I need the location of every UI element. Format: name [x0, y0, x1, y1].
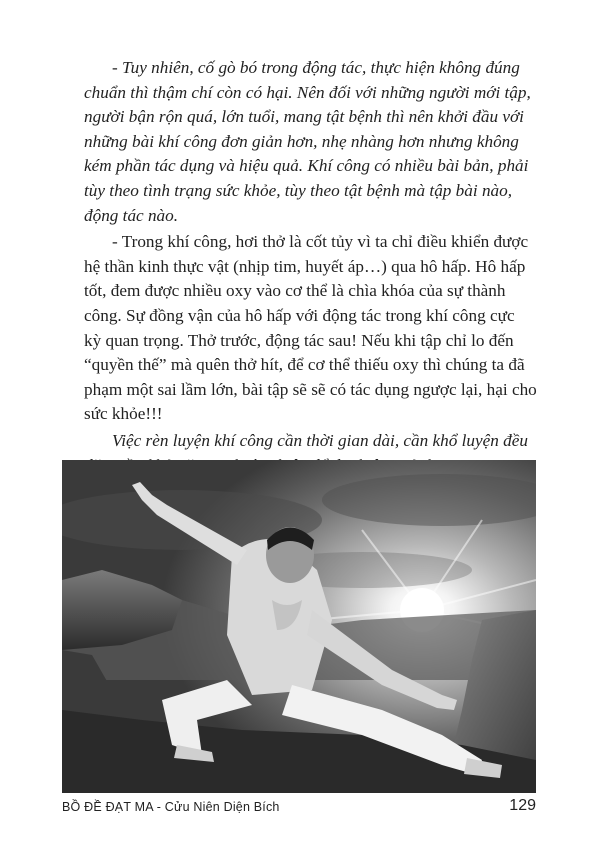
text-line: kém phần tác dụng và hiệu quả. Khí công có nhiều bài bản, phải — [84, 156, 529, 176]
body-text — [84, 56, 536, 480]
running-footer-title: BỒ ĐỀ ĐẠT MA - Cửu Niên Diện Bích — [62, 800, 280, 814]
paragraph-1 — [84, 56, 536, 228]
text-line: tùy theo tình trạng sức khỏe, tùy theo tật bệnh mà tập bài nào, — [84, 180, 513, 200]
text-line: tốt, đem được nhiều oxy vào cơ thể là chìa khóa của sự thành — [84, 281, 506, 301]
text-line: - Trong khí công, hơi thở là cốt tủy vì ta chỉ điều khiển được — [112, 232, 529, 252]
text-line: kỳ quan trọng. Thở trước, động tác sau! Nếu khi tập chỉ lo đến — [84, 330, 514, 350]
page-footer — [62, 796, 536, 818]
qigong-photo — [62, 460, 536, 793]
page-number: 129 — [509, 797, 536, 814]
text-line: phạm một sai lầm lớn, bài tập sẽ sẽ có tác dụng ngược lại, hại cho — [84, 379, 537, 399]
text-line: Việc rèn luyện khí công cần thời gian dài, cần khổ luyện đều — [112, 430, 528, 450]
text-line: “quyền thế” mà quên thở hít, để cơ thể thiếu oxy thì chúng ta đã — [84, 355, 525, 375]
text-line: những bài khí công đơn giản hơn, nhẹ nhàng hơn nhưng không — [84, 131, 519, 151]
text-line: hệ thần kinh thực vật (nhịp tim, huyết áp…) qua hô hấp. Hô hấp — [84, 256, 526, 276]
text-line: chuẩn thì thậm chí còn có hại. Nên đối với những người mới tập, — [84, 82, 531, 102]
paragraph-2 — [84, 230, 536, 427]
text-line: sức khỏe!!! — [84, 404, 163, 424]
text-line: - Tuy nhiên, cố gò bó trong động tác, thực hiện không đúng — [112, 58, 520, 77]
text-line: động tác nào. — [84, 205, 179, 225]
text-line: người bận rộn quá, lớn tuổi, mang tật bệnh thì nên khởi đầu với — [84, 107, 524, 127]
text-line: công. Sự đồng vận của hô hấp với động tác trong khí công cực — [84, 305, 515, 325]
